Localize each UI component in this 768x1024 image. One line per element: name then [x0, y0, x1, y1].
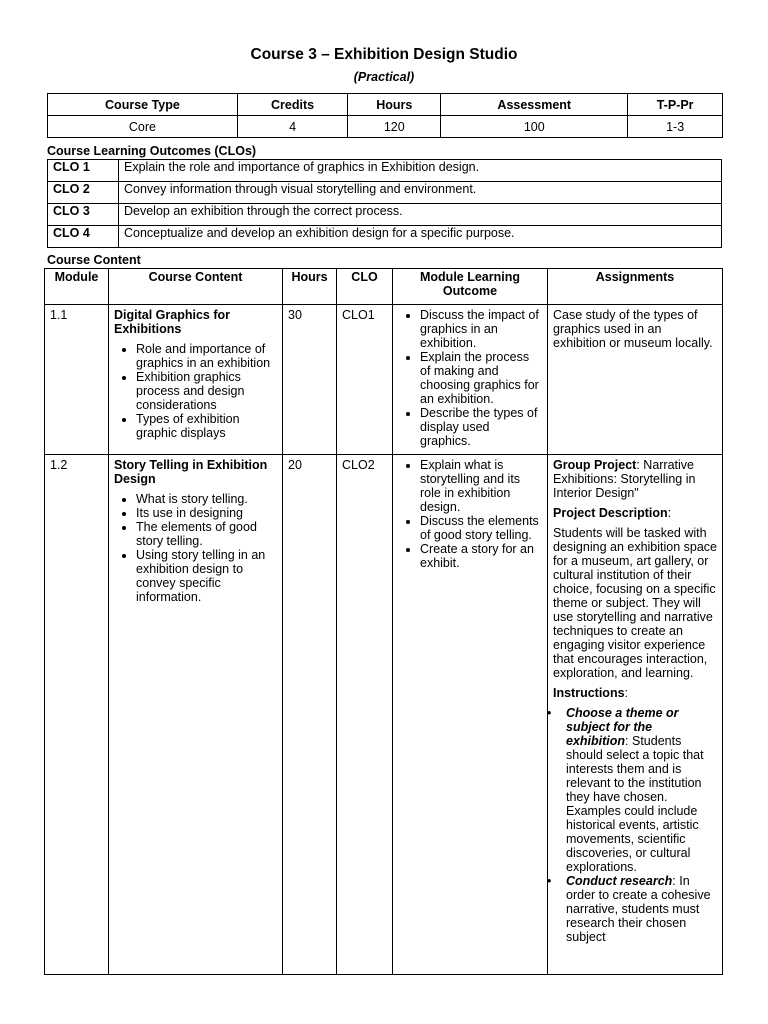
- list-item: • Create a story for an exhibit.: [420, 542, 542, 570]
- info-header-credits: Credits: [237, 94, 347, 116]
- course-subtitle: (Practical): [353, 70, 415, 84]
- outcome-list: [398, 308, 542, 448]
- info-header-hours: Hours: [348, 94, 441, 116]
- step-label: Conduct research: [566, 874, 673, 888]
- course-content-cell: [109, 455, 283, 975]
- clo-code: CLO 4: [48, 226, 119, 248]
- module-number: 1.1: [45, 305, 109, 455]
- list-item: • Using story telling in an exhibition design to convey specific information.: [136, 548, 277, 604]
- hours-cell: 20: [283, 455, 337, 975]
- step-text: : In order to create a cohesive narrative, students must research their chosen subject: [566, 874, 711, 944]
- group-project-line: [553, 458, 717, 500]
- clo-row: [48, 160, 722, 182]
- assignment-cell: Case study of the types of graphics used in an exhibition or museum locally.: [548, 305, 723, 455]
- topic-title: Digital Graphics for Exhibitions: [114, 308, 230, 336]
- course-content-table: [44, 268, 723, 975]
- header-module: Module: [45, 269, 109, 305]
- header-course-content: Course Content: [109, 269, 283, 305]
- info-header-course-type: Course Type: [48, 94, 238, 116]
- clo-row: [48, 226, 722, 248]
- info-credits: 4: [237, 116, 347, 138]
- course-info-table: [47, 93, 723, 138]
- clo-row: [48, 182, 722, 204]
- info-tppr: 1-3: [628, 116, 723, 138]
- module-number: 1.2: [45, 455, 109, 975]
- instructions-label: Instructions: [553, 686, 625, 700]
- group-project-text: : Narrative Exhibitions: Storytelling in Interior Design": [553, 458, 696, 500]
- header-assignments: Assignments: [548, 269, 723, 305]
- project-description-colon: :: [667, 506, 672, 520]
- topic-title: Story Telling in Exhibition Design: [114, 458, 268, 486]
- clo-description: Develop an exhibition through the correct process.: [119, 204, 722, 226]
- list-item: • Exhibition graphics process and design considerations: [136, 370, 277, 412]
- list-item: • Explain the process of making and choosing graphics for an exhibition.: [420, 350, 542, 406]
- instructions-heading: [553, 686, 717, 700]
- outcome-cell: [393, 305, 548, 455]
- project-description-label: Project Description: [553, 506, 668, 520]
- outcome-list: [398, 458, 542, 570]
- list-item: • Describe the types of display used graphics.: [420, 406, 542, 448]
- content-section-label: Course Content: [47, 253, 141, 267]
- project-description-text: Students will be tasked with designing an exhibition space for a museum, art gallery, or cultural institution of their choice, focusing on a specific theme or subject. They will use storytelling and narrative techniques to create an engaging visitor experience that encourages interaction, exploration, and learning.: [553, 526, 718, 680]
- list-item: • What is story telling.: [136, 492, 277, 506]
- hours-cell: 30: [283, 305, 337, 455]
- list-item: • Discuss the impact of graphics in an exhibition.: [420, 308, 542, 350]
- clo-code: CLO 2: [48, 182, 119, 204]
- list-item: • Discuss the elements of good story telling.: [420, 514, 542, 542]
- instruction-step: [547, 706, 717, 874]
- clo-description: Convey information through visual storytelling and environment.: [119, 182, 722, 204]
- clo-cell: CLO1: [337, 305, 393, 455]
- clo-row: [48, 204, 722, 226]
- topic-list: [114, 492, 277, 604]
- info-course-type: Core: [48, 116, 238, 138]
- header-learning-outcome: Module Learning Outcome: [393, 269, 548, 305]
- outcome-cell: [393, 455, 548, 975]
- table-row: [45, 455, 723, 975]
- info-value-row: [48, 116, 723, 138]
- list-item: • The elements of good story telling.: [136, 520, 277, 548]
- header-hours: Hours: [283, 269, 337, 305]
- group-project-label: Group Project: [553, 458, 637, 472]
- info-assessment: 100: [441, 116, 628, 138]
- info-header-row: [48, 94, 723, 116]
- assignment-cell: [548, 455, 723, 975]
- bullet-icon: •: [547, 706, 552, 720]
- topic-list: [114, 342, 277, 440]
- instructions-colon: :: [624, 686, 629, 700]
- bullet-icon: •: [547, 874, 552, 888]
- header-clo: CLO: [337, 269, 393, 305]
- clo-code: CLO 1: [48, 160, 119, 182]
- table-row: [45, 305, 723, 455]
- clo-table: [47, 159, 722, 248]
- list-item: • Role and importance of graphics in an exhibition: [136, 342, 277, 370]
- course-content-cell: [109, 305, 283, 455]
- clo-cell: CLO2: [337, 455, 393, 975]
- list-item: • Its use in designing: [136, 506, 277, 520]
- clo-code: CLO 3: [48, 204, 119, 226]
- project-description-heading: [553, 506, 717, 520]
- step-label: Choose a theme or subject for the exhibition: [566, 706, 679, 748]
- course-title: Course 3 – Exhibition Design Studio: [250, 46, 518, 63]
- step-text: : Students should select a topic that interests them and is relevant to the institution they have chosen. Examples could include historical events, artistic movements, scientific discoveries, or cultural explorations.: [566, 734, 704, 874]
- instruction-step: [547, 874, 717, 944]
- info-header-tppr: T-P-Pr: [628, 94, 723, 116]
- list-item: • Types of exhibition graphic displays: [136, 412, 277, 440]
- content-header-row: [45, 269, 723, 305]
- info-hours: 120: [348, 116, 441, 138]
- clo-section-label: Course Learning Outcomes (CLOs): [47, 144, 257, 158]
- clo-description: Conceptualize and develop an exhibition design for a specific purpose.: [119, 226, 722, 248]
- info-header-assessment: Assessment: [441, 94, 628, 116]
- list-item: • Explain what is storytelling and its role in exhibition design.: [420, 458, 542, 514]
- clo-description: Explain the role and importance of graphics in Exhibition design.: [119, 160, 722, 182]
